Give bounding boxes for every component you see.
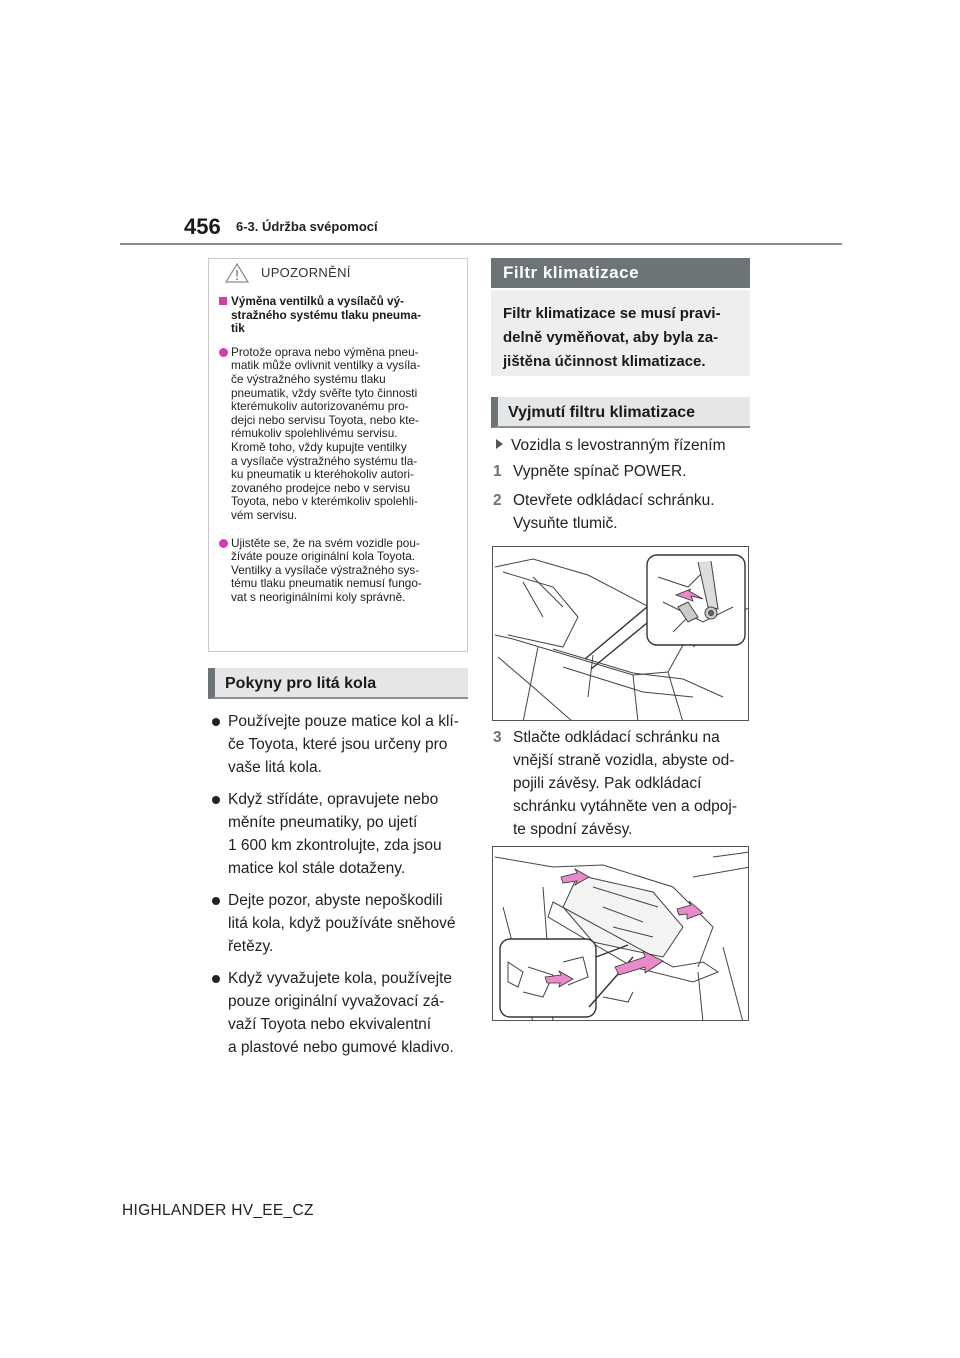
step-item xyxy=(493,489,753,537)
warning-title: UPOZORNĚNÍ xyxy=(261,265,351,280)
warning-bullet-text: Protože oprava nebo výměna pneu- matik může ovlivnit ventilky a vysíla- če výstražného systému tlaku pneumatik, vždy svěřte tyto činnosti kterémukoliv autorizovanému pro- dejci nebo servisu Toyota, nebo kte- rémukoliv spolehlivému servisu. Kromě toho, vždy kupujte ventilky a vysílače výstražného systému tla- ku pneumatik u kteréhokoliv autori- zovaného prodejce nebo v servisu Toyota, nebo v kterémkoliv spolehli- vém servisu. xyxy=(231,344,421,522)
glovebox-removal-illustration xyxy=(492,846,749,1021)
warning-bullet xyxy=(219,537,464,605)
step-text: Otevřete odkládací schránku. Vysuňte tlumič. xyxy=(513,492,715,532)
header-divider xyxy=(120,243,842,245)
warning-bullet-text: Ujistěte se, že na svém vozidle pou- žíváte pouze originální kola Toyota. Ventilky a vysílače výstražného sys- tému tlaku pneumatik nemusí fungo- vat s neoriginálními koly správně. xyxy=(231,535,422,604)
list-item xyxy=(210,710,472,779)
step-number: 1 xyxy=(493,463,502,480)
warning-box xyxy=(208,258,468,652)
bullet-dot-icon xyxy=(212,718,220,726)
glovebox-damper-illustration xyxy=(492,546,749,721)
list-item xyxy=(210,967,472,1059)
step-text: Stlačte odkládací schránku na vnější straně vozidla, abyste od- pojili závěsy. Pak odkládací schránku vytáhněte ven a odpoj- te spodní závěsy. xyxy=(513,729,738,838)
step-item xyxy=(493,460,753,484)
list-item-text: Když střídáte, opravujete nebo měníte pneumatiky, po ujetí 1 600 km zkontrolujte, zda jsou matice kol stále dotaženy. xyxy=(228,791,442,877)
warning-heading-text: Výměna ventilků a vysílačů vý- stražného systému tlaku pneuma- tik xyxy=(231,294,422,336)
step-number: 3 xyxy=(493,729,502,746)
bullet-dot-icon xyxy=(212,796,220,804)
warning-bullet xyxy=(219,346,464,523)
footer-model-code: HIGHLANDER HV_EE_CZ xyxy=(122,1202,314,1219)
step-text: Vypněte spínač POWER. xyxy=(513,463,687,480)
condition-text: Vozidla s levostranným řízením xyxy=(511,437,726,454)
square-bullet-icon xyxy=(219,297,227,305)
triangle-arrow-icon xyxy=(496,439,503,449)
section-title: 6-3. Údržba svépomocí xyxy=(236,219,378,234)
warning-header xyxy=(209,259,467,287)
step-number: 2 xyxy=(493,492,502,509)
warning-heading xyxy=(219,295,464,336)
filter-removal-heading: Vyjmutí filtru klimatizace xyxy=(491,397,750,428)
alloy-wheels-heading: Pokyny pro litá kola xyxy=(208,668,468,699)
bullet-dot-icon xyxy=(212,897,220,905)
step-item xyxy=(493,726,753,841)
list-item-text: Používejte pouze matice kol a klí- če Toyota, které jsou určeny pro vaše litá kola. xyxy=(228,713,459,776)
circle-bullet-icon xyxy=(219,539,228,548)
list-item xyxy=(210,788,472,880)
warning-triangle-icon xyxy=(225,263,249,283)
warning-body xyxy=(219,295,464,618)
list-item-text: Když vyvažujete kola, používejte pouze originální vyvažovací zá- važí Toyota nebo ekvivalentní a plastové nebo gumové kladivo. xyxy=(228,970,454,1056)
bullet-dot-icon xyxy=(212,975,220,983)
circle-bullet-icon xyxy=(219,348,228,357)
list-item-text: Dejte pozor, abyste nepoškodili litá kola, když používáte sněhové řetězy. xyxy=(228,892,456,955)
list-item xyxy=(210,889,472,958)
glovebox-removal-drawing xyxy=(493,847,749,1021)
glovebox-damper-drawing xyxy=(493,547,749,721)
page-number: 456 xyxy=(184,214,221,239)
air-filter-heading: Filtr klimatizace xyxy=(491,258,750,288)
alloy-wheels-list xyxy=(210,710,472,1068)
condition-line xyxy=(496,437,726,455)
air-filter-intro: Filtr klimatizace se musí pravi- delně vyměňovat, aby byla za- jištěna účinnost klimatizace. xyxy=(491,290,750,376)
